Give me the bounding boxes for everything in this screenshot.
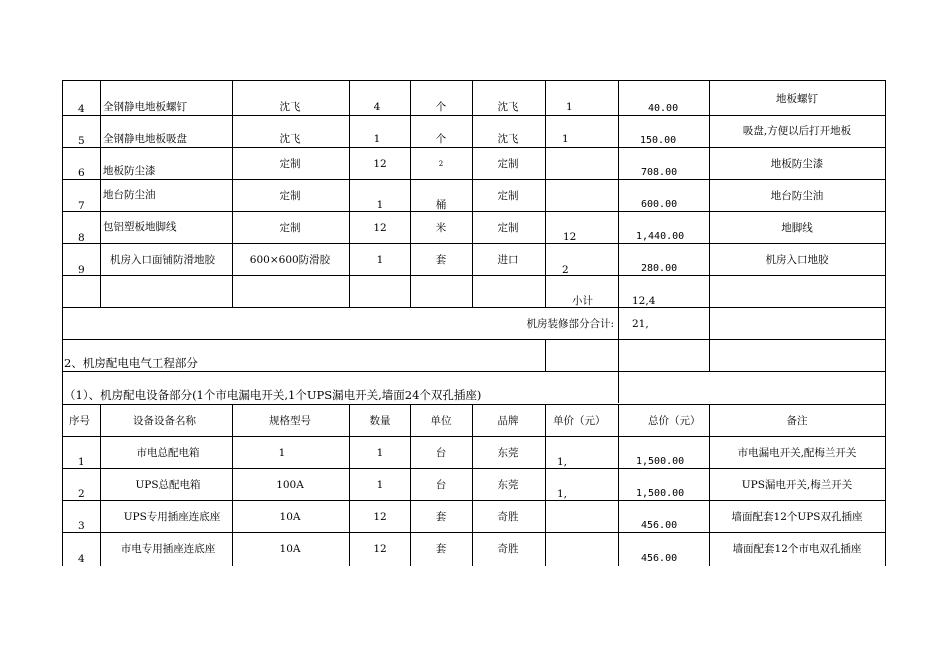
equipment-model: 10A <box>279 511 301 523</box>
row-number: 3 <box>78 520 85 532</box>
item-remark: 机房入口地胶 <box>765 254 829 266</box>
item-unit: 个 <box>435 133 447 145</box>
decor-total-value: 21, <box>632 318 649 330</box>
equipment-remark: 墙面配套12个UPS双孔插座 <box>731 511 863 523</box>
item-name: 包铝塑板地脚线 <box>103 221 177 233</box>
equipment-qty: 1 <box>376 479 384 491</box>
equipment-name: UPS总配电箱 <box>135 479 201 491</box>
equipment-unit-price: 1, <box>557 488 568 500</box>
item-qty: 4 <box>373 101 381 113</box>
equipment-unit-price: 1, <box>557 456 568 468</box>
equipment-name: UPS专用插座连底座 <box>123 511 221 523</box>
item-brand: 定制 <box>497 158 519 170</box>
subtotal-value: 12,4 <box>632 295 656 307</box>
item-brand: 沈飞 <box>497 101 519 113</box>
item-name: 全钢静电地板吸盘 <box>103 133 187 145</box>
equipment-model: 1 <box>278 447 286 459</box>
item-total: 150.00 <box>640 135 677 146</box>
item-unit: 2 <box>438 160 444 168</box>
item-unit: 米 <box>435 222 447 234</box>
equipment-unit: 台 <box>435 479 447 491</box>
item-remark: 地板螺钉 <box>776 93 818 105</box>
grid-line <box>885 80 886 566</box>
grid-line <box>349 404 350 566</box>
item-brand: 定制 <box>497 190 519 202</box>
grid-line <box>62 436 886 437</box>
item-total: 280.00 <box>641 263 678 274</box>
equipment-remark: 墙面配套12个市电双孔插座 <box>732 543 862 555</box>
section-title: 2、机房配电电气工程部分 <box>64 356 198 370</box>
item-unit: 个 <box>435 101 447 113</box>
equipment-unit: 台 <box>435 447 447 459</box>
equipment-name: 市电专用插座连底座 <box>120 543 216 555</box>
grid-line <box>62 339 886 340</box>
item-model: 定制 <box>279 158 301 170</box>
item-unit-price: 12 <box>563 231 577 243</box>
item-model: 沈飞 <box>279 101 301 113</box>
equipment-total: 456.00 <box>641 553 678 564</box>
item-unit: 桶 <box>435 199 447 211</box>
header-total: 总价（元） <box>648 415 701 427</box>
item-brand: 沈飞 <box>497 133 519 145</box>
item-qty: 12 <box>373 158 387 170</box>
subtotal-label: 小计 <box>572 295 593 307</box>
grid-line <box>410 404 411 566</box>
item-remark: 吸盘,方便以后打开地板 <box>742 125 852 137</box>
row-number: 4 <box>78 103 85 115</box>
row-number: 2 <box>78 488 85 500</box>
row-number: 4 <box>78 553 85 565</box>
item-remark: 地脚线 <box>781 222 813 234</box>
grid-line <box>62 532 886 533</box>
header-no: 序号 <box>69 415 90 427</box>
equipment-qty: 1 <box>376 447 384 459</box>
grid-line <box>62 404 886 405</box>
grid-line <box>232 80 233 307</box>
equipment-brand: 东莞 <box>497 479 519 491</box>
item-unit-price: 1 <box>562 133 569 145</box>
equipment-brand: 奇胜 <box>497 511 519 523</box>
grid-line <box>472 404 473 566</box>
equipment-qty: 12 <box>373 543 387 555</box>
grid-line <box>709 404 710 566</box>
equipment-remark: UPS漏电开关,梅兰开关 <box>741 479 853 491</box>
grid-line <box>62 211 886 212</box>
grid-line <box>62 371 886 372</box>
row-number: 7 <box>78 200 85 212</box>
equipment-unit: 套 <box>435 511 447 523</box>
item-total: 1,440.00 <box>636 231 685 242</box>
grid-line <box>62 307 886 308</box>
item-name: 地台防尘油 <box>103 189 156 201</box>
grid-line <box>545 339 546 371</box>
header-remark: 备注 <box>786 415 808 427</box>
item-remark: 地板防尘漆 <box>770 158 824 170</box>
grid-line <box>349 80 350 307</box>
decor-total-label: 机房装修部分合计: <box>526 318 614 330</box>
row-number: 6 <box>78 167 85 179</box>
equipment-qty: 12 <box>373 511 387 523</box>
item-name: 地板防尘漆 <box>103 165 156 177</box>
grid-line <box>62 80 886 81</box>
row-number: 1 <box>78 456 85 468</box>
equipment-remark: 市电漏电开关,配梅兰开关 <box>737 447 857 459</box>
item-model: 定制 <box>279 222 301 234</box>
item-qty: 1 <box>376 199 384 211</box>
item-unit-price: 1 <box>566 101 573 113</box>
equipment-name: 市电总配电箱 <box>136 447 200 459</box>
item-qty: 12 <box>373 222 387 234</box>
grid-line <box>100 404 101 566</box>
header-unit-price: 单价（元） <box>553 415 606 427</box>
equipment-total: 1,500.00 <box>636 456 685 467</box>
header-qty: 数量 <box>369 415 391 427</box>
grid-line <box>62 147 886 148</box>
grid-line <box>545 80 546 307</box>
item-total: 600.00 <box>641 199 678 210</box>
equipment-unit: 套 <box>435 543 447 555</box>
grid-line <box>100 80 101 307</box>
item-total: 708.00 <box>641 167 678 178</box>
item-brand: 进口 <box>497 254 519 266</box>
item-model: 定制 <box>279 190 301 202</box>
row-number: 8 <box>78 232 85 244</box>
grid-line <box>709 80 710 371</box>
item-unit-price: 2 <box>562 264 569 276</box>
equipment-total: 1,500.00 <box>636 488 685 499</box>
equipment-model: 100A <box>276 479 304 491</box>
item-unit: 套 <box>435 254 447 266</box>
grid-line <box>62 115 886 116</box>
grid-line <box>62 468 886 469</box>
item-model: 600×600防滑胶 <box>249 254 331 266</box>
grid-line <box>62 243 886 244</box>
grid-line <box>62 80 63 566</box>
equipment-total: 456.00 <box>641 520 678 531</box>
row-number: 5 <box>78 135 85 147</box>
item-name: 机房入口面铺防滑地胶 <box>110 254 215 266</box>
item-name: 全钢静电地板螺钉 <box>103 101 187 113</box>
item-qty: 1 <box>373 133 381 145</box>
item-qty: 1 <box>376 254 384 266</box>
item-remark: 地台防尘油 <box>770 190 824 202</box>
grid-line <box>410 80 411 307</box>
grid-line <box>62 179 886 180</box>
header-name: 设备设备名称 <box>133 415 196 427</box>
item-total: 40.00 <box>648 103 679 114</box>
header-unit: 单位 <box>430 415 452 427</box>
grid-line <box>618 80 619 403</box>
equipment-brand: 东莞 <box>497 447 519 459</box>
row-number: 9 <box>78 264 85 276</box>
grid-line <box>62 275 886 276</box>
grid-line <box>618 404 619 566</box>
subsection-title: （1）、机房配电设备部分(1个市电漏电开关,1个UPS漏电开关,墙面24个双孔插座) <box>64 388 482 402</box>
header-model: 规格型号 <box>269 415 311 427</box>
grid-line <box>62 500 886 501</box>
grid-line <box>545 404 546 566</box>
header-brand: 品牌 <box>497 415 519 427</box>
equipment-brand: 奇胜 <box>497 543 519 555</box>
equipment-model: 10A <box>279 543 301 555</box>
grid-line <box>472 80 473 307</box>
item-brand: 定制 <box>497 222 519 234</box>
grid-line <box>232 404 233 566</box>
item-model: 沈飞 <box>279 133 301 145</box>
